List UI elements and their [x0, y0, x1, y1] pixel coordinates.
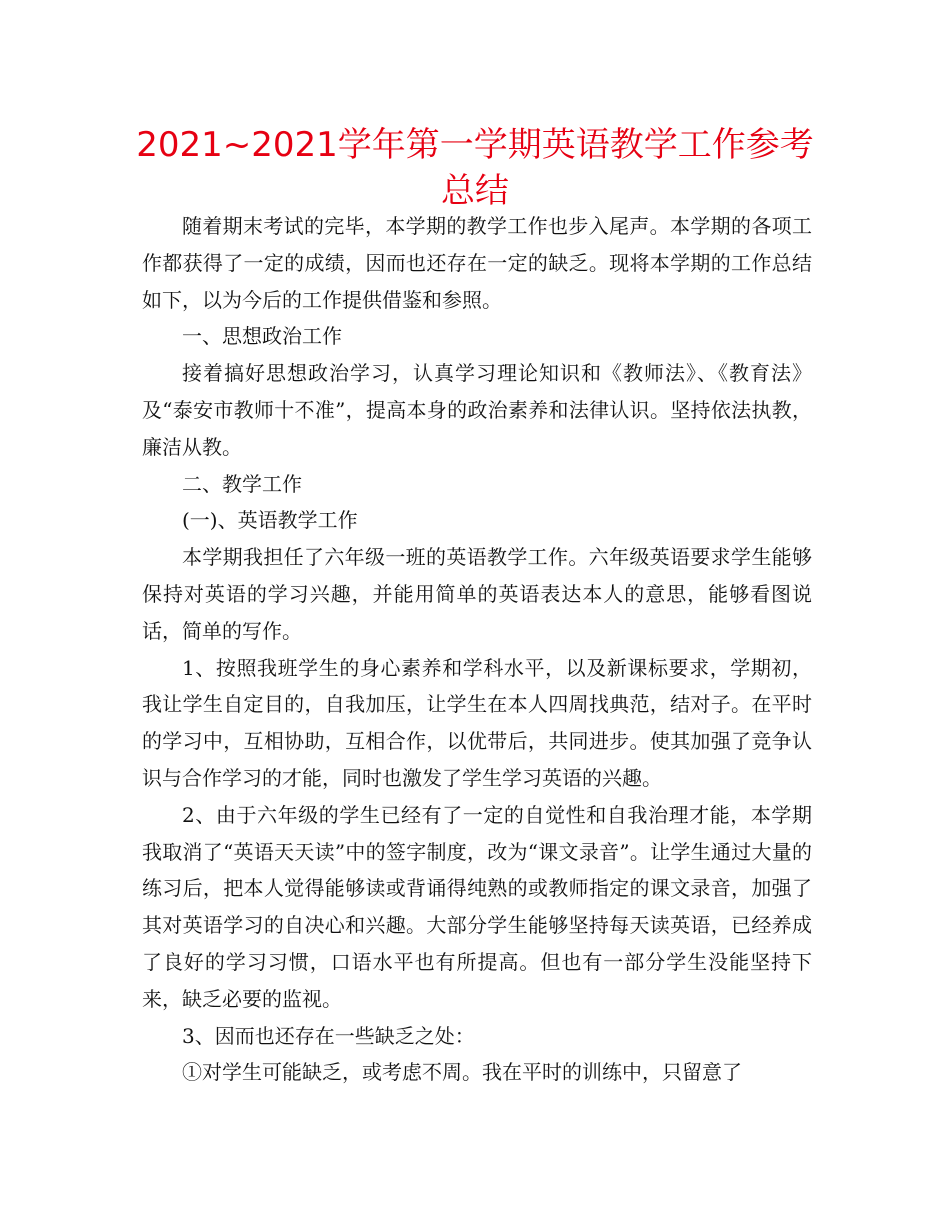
- section-heading-political: 一、思想政治工作: [182, 324, 342, 349]
- subsection-heading-english: (一)、英语教学工作: [182, 508, 358, 533]
- paragraph-item-3-1: ①对学生可能缺乏，或考虑不周。我在平时的训练中，只留意了: [182, 1060, 742, 1085]
- paragraph-item-2: 2、由于六年级的学生已经有了一定的自觉性和自我治理才能，本学期我取消了“英语天天读”中的签字制度，改为“课文录音”。让学生通过大量的练习后，把本人觉得能够读或背诵得纯熟的或教师指定的课文录音，加强了其对英语学习的自决心和兴趣。大部分学生能够坚持每天读英语，已经养成了良好的学习习惯，口语水平也有所提高。但也有一部分学生没能坚持下来，缺乏必要的监视。: [142, 802, 812, 1011]
- paragraph-item-1: 1、按照我班学生的身心素养和学科水平，以及新课标要求，学期初，我让学生自定目的，自我加压，让学生在本人四周找典范，结对子。在平时的学习中，互相协助，互相合作，以优带后，共同进步。使其加强了竞争认识与合作学习的才能，同时也激发了学生学习英语的兴趣。: [142, 655, 812, 790]
- paragraph-english-overview: 本学期我担任了六年级一班的英语教学工作。六年级英语要求学生能够保持对英语的学习兴趣，并能用简单的英语表达本人的意思，能够看图说话，简单的写作。: [142, 545, 812, 643]
- paragraph-political: 接着搞好思想政治学习，认真学习理论知识和《教师法》、《教育法》及“泰安市教师十不准”，提高本身的政治素养和法律认识。坚持依法执教，廉洁从教。: [142, 361, 812, 459]
- document-body: [142, 208, 812, 1091]
- paragraph-intro: 随着期末考试的完毕，本学期的教学工作也步入尾声。本学期的各项工作都获得了一定的成绩，因而也还存在一定的缺乏。现将本学期的工作总结如下，以为今后的工作提供借鉴和参照。: [142, 214, 812, 312]
- section-heading-teaching: 二、教学工作: [182, 471, 302, 496]
- paragraph-item-3: 3、因而也还存在一些缺乏之处：: [182, 1023, 475, 1048]
- document-title: 2021~2021学年第一学期英语教学工作参考总结: [136, 125, 814, 211]
